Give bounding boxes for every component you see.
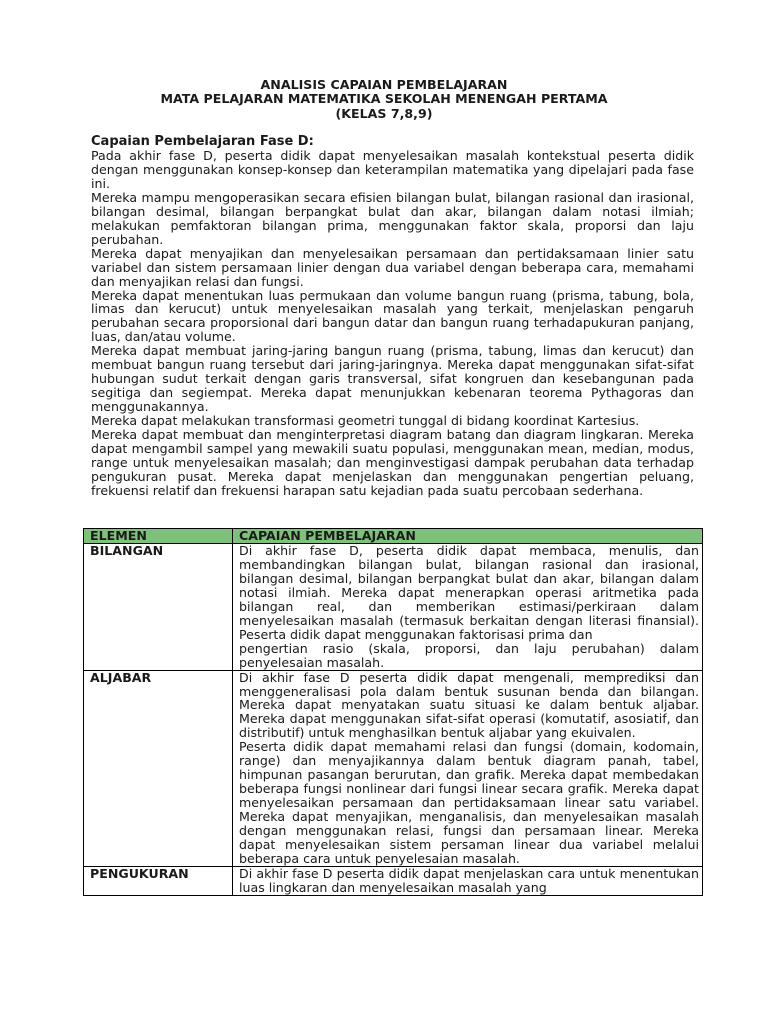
body-paragraph: Pada akhir fase D, peserta didik dapat menyelesaikan masalah kontekstual peserta didik dengan menggunakan konsep-konsep dan keterampilan matematika yang dipelajari pada fase ini. <box>91 148 694 191</box>
body-paragraph: Mereka dapat menyajikan dan menyelesaikan persamaan dan pertidaksamaan linier satu variabel dan sistem persamaan linier dengan dua variabel dengan beberapa cara, memahami dan menyajikan relasi dan fungsi. <box>91 245 694 289</box>
body-paragraph: Mereka dapat menentukan luas permukaan dan volume bangun ruang (prisma, tabung, bola, limas dan kerucut) untuk menyelesaikan masalah yang terkait, menjelaskan pengaruh perubahan secara proporsional dari bangun datar dan bangun ruang terhadapukuran panjang, luas, dan/atau volume. <box>91 287 694 345</box>
title-line-3: (KELAS 7,8,9) <box>335 105 433 121</box>
body-paragraph: Mereka dapat melakukan transformasi geometri tunggal di bidang koordinat Kartesius. <box>91 413 640 429</box>
body-paragraph: Mereka dapat membuat jaring-jaring bangun ruang (prisma, tabung, limas dan kerucut) dan membuat bangun ruang tersebut dari jaring-jaringnya. Mereka dapat menggunakan sifat-sifat hubungan sudut terkait dengan garis transversal, sifat kongruen dan kesebangunan pada segitiga dan segiempat. Mereka dapat menunjukkan kebenaran teorema Pythagoras dan menggunakannya. <box>91 343 694 415</box>
capaian-text: Di akhir fase D peserta didik dapat mengenali, memprediksi dan menggeneralisasi pola dalam bentuk susunan benda dan bilangan. Mereka dapat menyatakan suatu situasi ke dalam bentuk aljabar. Mereka dapat menggunakan sifat-sifat operasi (komutatif, asosiatif, dan distributif) untuk menghasilkan bentuk aljabar yang ekuivalen. <box>239 669 699 741</box>
table-row <box>84 670 703 866</box>
body-paragraph: Mereka mampu mengoperasikan secara efisien bilangan bulat, bilangan rasional dan irasional, bilangan desimal, bilangan berpangkat bulat dan akar, bilangan dalam notasi ilmiah; melakukan pemfaktoran bilangan prima, menggunakan faktor skala, proporsi dan laju perubahan. <box>91 189 694 247</box>
title-line-1: ANALISIS CAPAIAN PEMBELAJARAN <box>260 77 508 92</box>
section-heading: Capaian Pembelajaran Fase D: <box>91 134 314 149</box>
capaian-cell <box>233 670 703 866</box>
capaian-text: Peserta didik dapat memahami relasi dan fungsi (domain, kodomain, range) dan menyajikannya dalam bentuk diagram panah, tabel, himpunan pasangan berurutan, dan grafik. Mereka dapat membedakan beberapa fungsi nonlinear dari fungsi linear secara grafik. Mereka dapat menyelesaikan persamaan dan pertidaksamaan linear satu variabel. Mereka dapat menyajikan, menganalisis, dan menyelesaikan masalah dengan menggunakan relasi, fungsi dan persamaan linear. Mereka dapat menyelesaikan sistem persaman linear dua variabel melalui beberapa cara untuk penyelesaian masalah. <box>239 739 699 866</box>
capaian-table <box>83 528 703 896</box>
capaian-text: Di akhir fase D, peserta didik dapat membaca, menulis, dan membandingkan bilangan bulat, bilangan rasional dan irasional, bilangan desimal, bilangan berpangkat bulat dan akar, bilangan dalam notasi ilmiah. Mereka dapat menerapkan operasi aritmetika pada bilangan real, dan memberikan estimasi/perkiraan dalam menyelesaikan masalah (termasuk berkaitan dengan literasi finansial). Peserta didik dapat menggunakan faktorisasi prima dan <box>239 543 699 642</box>
section-body <box>91 149 694 498</box>
capaian-text: pengertian rasio (skala, proporsi, dan laju perubahan) dalam penyelesaian masalah. <box>239 640 699 670</box>
elemen-cell: ALJABAR <box>84 670 233 866</box>
capaian-text: Di akhir fase D peserta didik dapat menjelaskan cara untuk menentukan luas lingkaran dan menyelesaikan masalah yang <box>239 866 699 895</box>
capaian-cell <box>233 544 703 671</box>
elemen-cell: PENGUKURAN <box>84 866 233 895</box>
table-row <box>84 544 703 671</box>
table-row <box>84 866 703 895</box>
body-paragraph: Mereka dapat membuat dan menginterpretasi diagram batang dan diagram lingkaran. Mereka dapat mengambil sampel yang mewakili suatu populasi, menggunakan mean, median, modus, range untuk menyelesaikan masalah; dan menginvestigasi dampak perubahan data terhadap pengukuran pusat. Mereka dapat menjelaskan dan menggunakan pengertian peluang, frekuensi relatif dan frekuensi harapan satu kejadian pada suatu percobaan sederhana. <box>91 427 694 498</box>
document-title <box>0 78 768 121</box>
header-capaian: CAPAIAN PEMBELAJARAN <box>233 529 703 544</box>
title-line-2: MATA PELAJARAN MATEMATIKA SEKOLAH MENENGAH PERTAMA <box>160 91 608 107</box>
capaian-cell <box>233 866 703 895</box>
table-header-row <box>84 529 703 544</box>
elemen-cell: BILANGAN <box>84 544 233 671</box>
header-elemen: ELEMEN <box>84 529 233 544</box>
